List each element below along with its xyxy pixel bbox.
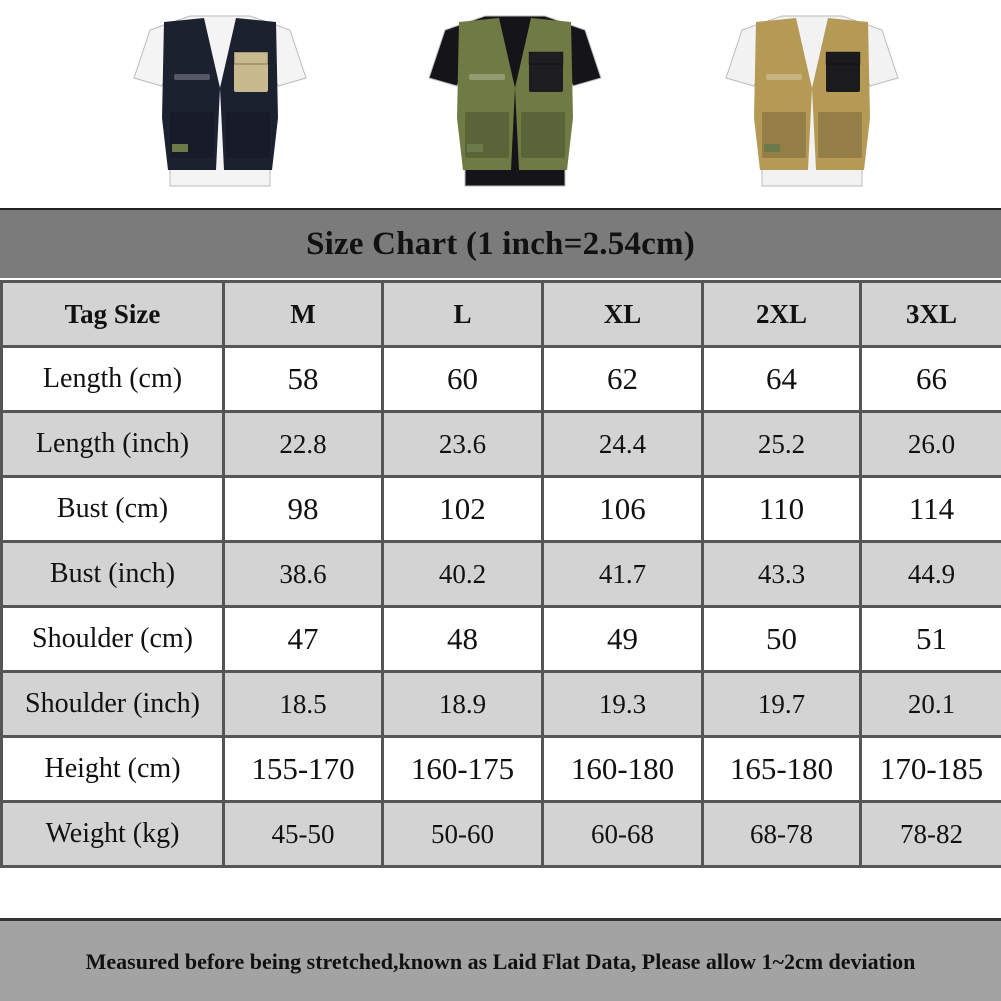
size-header-xl: XL — [543, 282, 703, 347]
table-row — [2, 737, 1001, 802]
table-cell: 160-175 — [383, 737, 543, 802]
vest-illustration — [722, 8, 902, 198]
table-cell: 102 — [383, 477, 543, 542]
table-cell: 48 — [383, 607, 543, 672]
table-cell: 41.7 — [543, 542, 703, 607]
table-cell: 24.4 — [543, 412, 703, 477]
size-chart-title: Size Chart (1 inch=2.54cm) — [306, 225, 695, 262]
table-cell: 19.7 — [703, 672, 861, 737]
table-cell: 160-180 — [543, 737, 703, 802]
size-chart-title-bar — [0, 208, 1001, 280]
table-cell: 106 — [543, 477, 703, 542]
table-cell: 40.2 — [383, 542, 543, 607]
size-header-m: M — [224, 282, 383, 347]
table-cell: 45-50 — [224, 802, 383, 867]
table-cell: 78-82 — [861, 802, 1001, 867]
table-cell: 22.8 — [224, 412, 383, 477]
row-label: Length (inch) — [2, 412, 224, 477]
table-row — [2, 542, 1001, 607]
table-row — [2, 607, 1001, 672]
table-cell: 64 — [703, 347, 861, 412]
table-cell: 44.9 — [861, 542, 1001, 607]
table-cell: 165-180 — [703, 737, 861, 802]
table-row — [2, 477, 1001, 542]
table-cell: 25.2 — [703, 412, 861, 477]
vest-illustration — [425, 8, 605, 198]
row-label: Bust (inch) — [2, 542, 224, 607]
table-cell: 18.5 — [224, 672, 383, 737]
table-cell: 23.6 — [383, 412, 543, 477]
size-header-2xl: 2XL — [703, 282, 861, 347]
table-cell: 43.3 — [703, 542, 861, 607]
vest-photo-black — [130, 8, 310, 198]
size-header-3xl: 3XL — [861, 282, 1001, 347]
table-cell: 60 — [383, 347, 543, 412]
table-cell: 110 — [703, 477, 861, 542]
table-cell: 50-60 — [383, 802, 543, 867]
table-cell: 19.3 — [543, 672, 703, 737]
table-header-row — [2, 282, 1001, 347]
table-cell: 38.6 — [224, 542, 383, 607]
vest-photo-green — [425, 8, 605, 198]
table-cell: 60-68 — [543, 802, 703, 867]
vest-photo-khaki — [722, 8, 902, 198]
table-cell: 170-185 — [861, 737, 1001, 802]
table-row — [2, 672, 1001, 737]
row-label: Weight (kg) — [2, 802, 224, 867]
table-cell: 98 — [224, 477, 383, 542]
table-cell: 20.1 — [861, 672, 1001, 737]
vest-illustration — [130, 8, 310, 198]
table-row — [2, 347, 1001, 412]
size-header-l: L — [383, 282, 543, 347]
row-label: Height (cm) — [2, 737, 224, 802]
row-label: Shoulder (cm) — [2, 607, 224, 672]
measurement-note — [0, 918, 1001, 1001]
table-cell: 66 — [861, 347, 1001, 412]
table-cell: 114 — [861, 477, 1001, 542]
product-photo-strip — [0, 0, 1001, 208]
tag-size-header: Tag Size — [2, 282, 224, 347]
table-row — [2, 802, 1001, 867]
table-cell: 18.9 — [383, 672, 543, 737]
row-label: Shoulder (inch) — [2, 672, 224, 737]
row-label: Length (cm) — [2, 347, 224, 412]
row-label: Bust (cm) — [2, 477, 224, 542]
table-cell: 62 — [543, 347, 703, 412]
table-cell: 49 — [543, 607, 703, 672]
table-cell: 47 — [224, 607, 383, 672]
table-cell: 50 — [703, 607, 861, 672]
size-chart-table — [0, 280, 1001, 868]
table-cell: 58 — [224, 347, 383, 412]
measurement-note-text: Measured before being stretched,known as Laid Flat Data, Please allow 1~2cm deviation — [85, 948, 916, 974]
table-cell: 155-170 — [224, 737, 383, 802]
table-cell: 26.0 — [861, 412, 1001, 477]
table-cell: 51 — [861, 607, 1001, 672]
table-cell: 68-78 — [703, 802, 861, 867]
table-row — [2, 412, 1001, 477]
